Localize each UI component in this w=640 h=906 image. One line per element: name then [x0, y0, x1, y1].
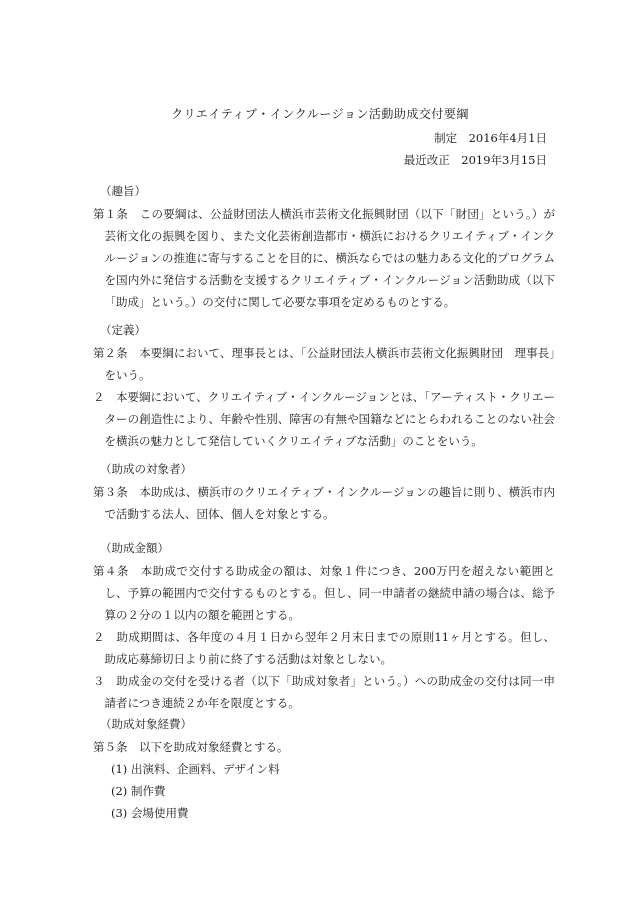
- article-5: 第５条 以下を助成対象経費とする。: [93, 740, 289, 754]
- enacted-date: 制定 2016年4月1日: [434, 131, 547, 145]
- section-heading-definitions: （定義）: [100, 323, 146, 337]
- section-heading-purpose: （趣旨）: [100, 184, 146, 198]
- expense-item: (3) 会場使用費: [111, 806, 189, 820]
- article-2-clause-2: ２ 本要綱において、クリエイティブ・インクルージョンとは、「アーティスト・クリエーターの創造性により、年齢や性別、障害の有無や国籍などにとらわれることのない社会を横浜の魅力として発信していくクリエイティブな活動」のことをいう。: [93, 390, 555, 448]
- article-4-clause-3: ３ 助成金の交付を受ける者（以下「助成対象者」という。）への助成金の交付は同一申請者につき連続２か年を限度とする。: [93, 674, 555, 710]
- article-4-clause-2: ２ 助成期間は、各年度の４月１日から翌年２月末日までの原則11ヶ月とする。但し、助成応募締切日より前に終了する活動は対象としない。: [93, 630, 555, 666]
- section-eligibility-body: [93, 481, 555, 525]
- section-heading-eligibility: （助成の対象者）: [100, 462, 192, 476]
- document-title: クリエイティブ・インクルージョン活動助成交付要綱: [171, 107, 469, 121]
- section-heading-expenses: （助成対象経費）: [100, 717, 192, 731]
- expense-item: (1) 出演料、企画料、デザイン料: [111, 762, 280, 776]
- article-2: 第２条 本要綱において、理事長とは、「公益財団法人横浜市芸術文化振興財団 理事長」をいう。: [93, 346, 555, 382]
- article-3: 第３条 本助成は、横浜市のクリエイティブ・インクルージョンの趣旨に則り、横浜市内で活動する法人、団体、個人を対象とする。: [93, 485, 555, 521]
- section-expenses-body: [93, 736, 555, 824]
- section-purpose-body: [93, 203, 555, 313]
- section-amount-body: [93, 560, 555, 714]
- section-definitions-body: [93, 342, 555, 452]
- section-heading-amount: （助成金額）: [100, 541, 169, 555]
- article-1: 第１条 この要綱は、公益財団法人横浜市芸術文化振興財団（以下「財団」という。）が芸術文化の振興を図り、また文化芸術創造都市・横浜におけるクリエイティブ・インクルージョンの推進に寄与することを目的に、横浜ならではの魅力ある文化的プログラムを国内外に発信する活動を支援するクリエイティブ・インクルージョン活動助成（以下「助成」という。）の交付に関して必要な事項を定めるものとする。: [93, 207, 555, 309]
- expense-item: (2) 制作費: [111, 784, 166, 798]
- article-4: 第４条 本助成で交付する助成金の額は、対象１件につき、200万円を超えない範囲とし、予算の範囲内で交付するものとする。但し、同一申請者の継続申請の場合は、総予算の２分の１以内の額を範囲とする。: [93, 564, 555, 622]
- revised-date: 最近改正 2019年3月15日: [403, 153, 547, 167]
